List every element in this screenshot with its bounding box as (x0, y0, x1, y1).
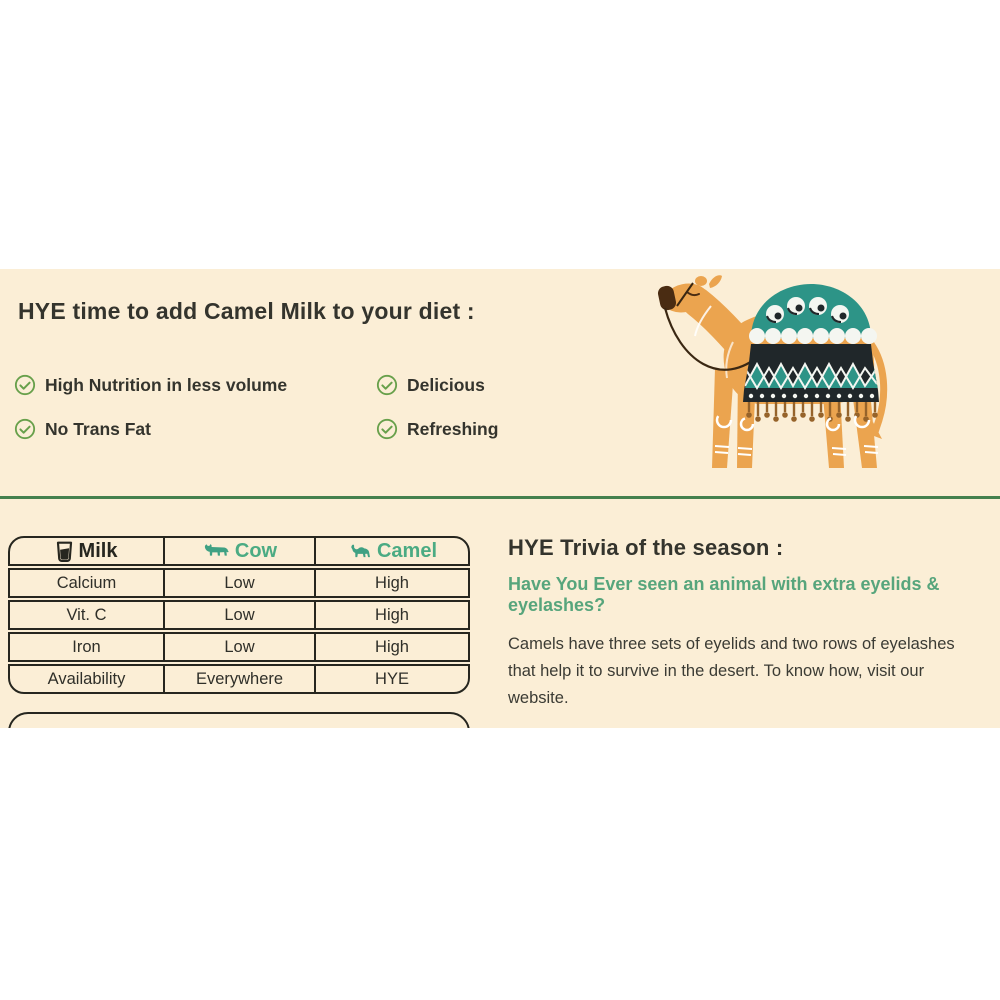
table-row-iron (8, 632, 470, 662)
trivia-heading: HYE Trivia of the season : (508, 535, 784, 560)
camel-icon (347, 543, 371, 560)
benefit-item-delicious (376, 374, 485, 396)
column-header-label: Milk (78, 539, 118, 562)
row-label: Vit. C (10, 602, 165, 628)
benefit-label: High Nutrition in less volume (45, 374, 288, 395)
check-circle-icon (14, 418, 36, 440)
table-row-vitc (8, 600, 470, 630)
cow-value: Low (165, 602, 316, 628)
column-header-label: Cow (234, 539, 278, 562)
table-row-availability (8, 664, 470, 694)
trivia-section (508, 535, 986, 712)
cow-icon (202, 543, 229, 559)
trivia-question: Have You Ever seen an animal with extra eyelids & eyelashes? (508, 574, 940, 615)
benefit-item-no-trans-fat (14, 418, 151, 440)
benefit-item-refreshing (376, 418, 498, 440)
section-divider (0, 496, 1000, 499)
benefit-item-high-nutrition (14, 374, 287, 396)
column-header-cow (165, 538, 316, 564)
camel-value: High (375, 605, 409, 624)
row-label: Calcium (10, 570, 165, 596)
benefit-label: Refreshing (407, 418, 499, 439)
table-header-row (8, 536, 470, 566)
column-header-label: Camel (376, 539, 438, 562)
cow-value: Low (165, 634, 316, 660)
camel-value: High (375, 637, 409, 656)
cutoff-rounded-box (8, 712, 470, 728)
diet-section-heading: HYE time to add Camel Milk to your diet : (18, 298, 475, 324)
table-row-calcium (8, 568, 470, 598)
camel-value: High (375, 573, 409, 592)
column-header-milk (10, 538, 165, 564)
camel-value: HYE (375, 669, 409, 688)
check-circle-icon (376, 418, 398, 440)
check-circle-icon (14, 374, 36, 396)
check-circle-icon (376, 374, 398, 396)
trivia-body-text: Camels have three sets of eyelids and two rows of eyelashes that help it to survive in the desert. To know how, visit our website. (508, 635, 955, 707)
cow-value: Everywhere (165, 666, 316, 692)
milk-comparison-table (8, 536, 470, 694)
column-header-camel (316, 538, 468, 564)
content-panel (0, 269, 1000, 728)
benefit-label: Delicious (407, 374, 485, 395)
row-label: Availability (10, 666, 165, 692)
benefit-label: No Trans Fat (45, 418, 151, 439)
decorated-camel-illustration (635, 272, 893, 472)
row-label: Iron (10, 634, 165, 660)
cow-value: Low (165, 570, 316, 596)
milk-glass-icon (56, 541, 73, 562)
